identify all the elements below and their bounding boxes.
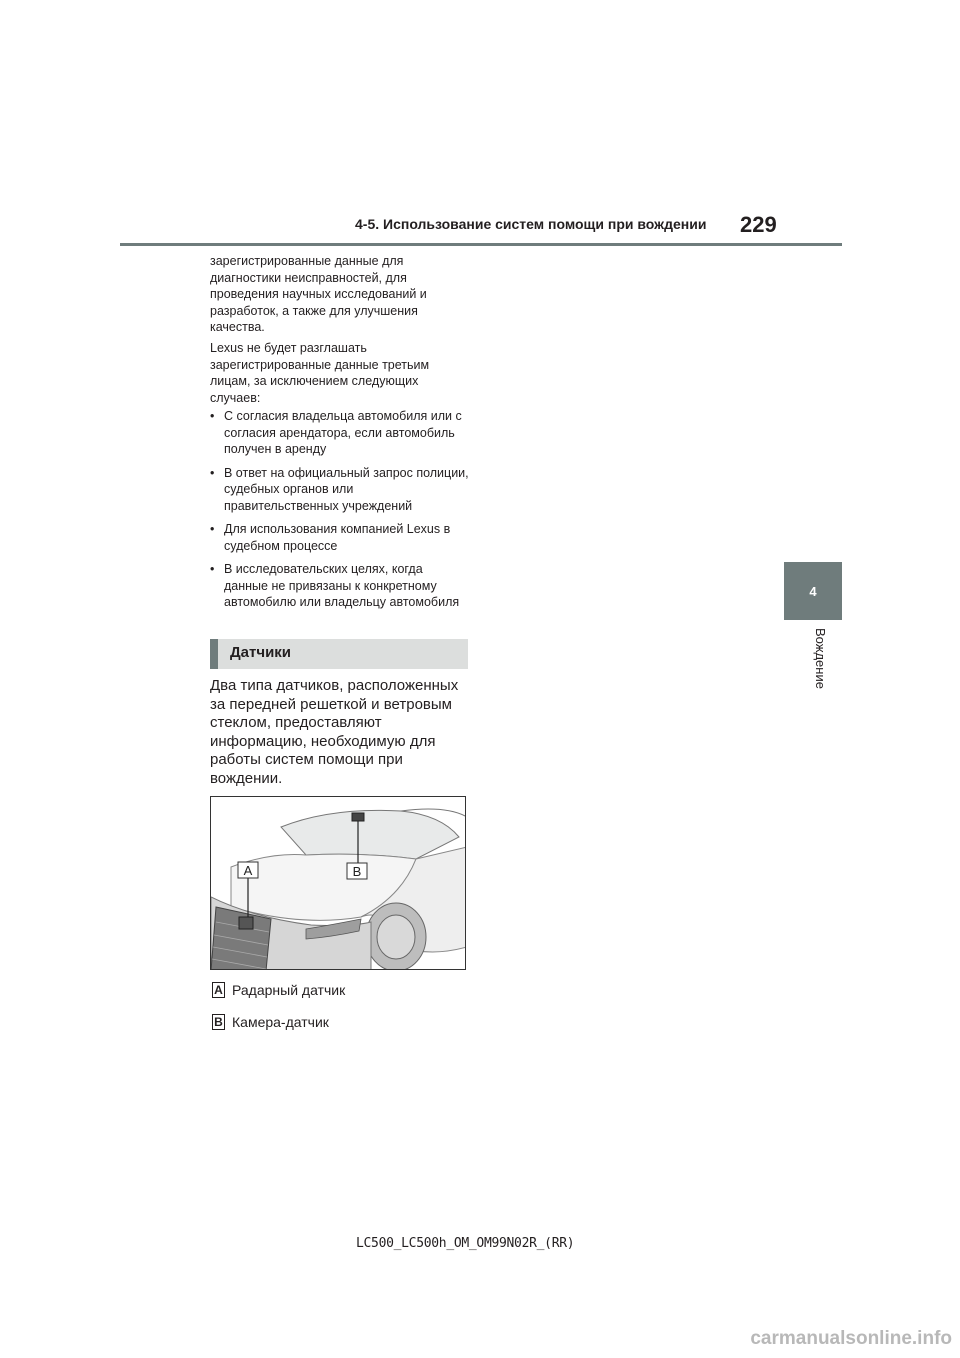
- watermark: carmanualsonline.info: [750, 1328, 952, 1349]
- chapter-label: Вождение: [813, 628, 828, 689]
- bullet-symbol: •: [210, 562, 215, 576]
- section-heading-bar: [210, 639, 468, 669]
- bullet-symbol: •: [210, 409, 215, 423]
- car-drawing: [211, 797, 466, 970]
- section-heading: Датчики: [230, 644, 292, 661]
- bullet-symbol: •: [210, 465, 215, 480]
- bullet-symbol: •: [210, 522, 215, 536]
- lead-paragraph: Два типа датчиков, расположенных за передней решеткой и ветровым стеклом, предоставляют информацию, необходимую для работы систем помощи при вождении.: [210, 677, 459, 787]
- chapter-tab: [784, 562, 842, 620]
- list-item: [210, 521, 470, 554]
- paragraph: Lexus не будет разглашать зарегистрированные данные третьим лицам, за исключением следующих случаев:: [210, 341, 430, 405]
- list-item-text: С согласия владельца автомобиля или с согласия арендатора, если автомобиль получен в аренду: [224, 409, 462, 456]
- legend-text: Радарный датчик: [232, 982, 346, 998]
- header-divider: [120, 243, 842, 246]
- list-item: [210, 465, 470, 515]
- paragraph: зарегистрированные данные для диагностики неисправностей, для проведения научных исследований и разработок, а также для улучшения качества.: [210, 254, 427, 334]
- legend-text: Камера-датчик: [232, 1014, 329, 1030]
- list-item: [210, 408, 470, 458]
- callout-marker-a: A: [212, 982, 225, 998]
- section-title: 4-5. Использование систем помощи при вождении: [355, 216, 707, 232]
- document-footer: LC500_LC500h_OM_OM99N02R_(RR): [356, 1236, 575, 1251]
- list-item-text: В исследовательских целях, когда данные не привязаны к конкретному автомобилю или владельцу автомобиля: [224, 562, 460, 609]
- page-number: 229: [740, 212, 777, 237]
- legend-item: [212, 982, 345, 998]
- list-item-text: Для использования компанией Lexus в судебном процессе: [224, 522, 451, 553]
- callout-marker-b: B: [212, 1014, 225, 1030]
- legend-item: [212, 1014, 329, 1030]
- bullet-list: [210, 408, 470, 618]
- chapter-number: 4: [809, 583, 817, 599]
- list-item-text: В ответ на официальный запрос полиции, судебных органов или правительственных учреждений: [224, 465, 469, 513]
- callout-a-label: A: [243, 863, 253, 878]
- car-sensor-illustration: [210, 796, 466, 970]
- list-item: [210, 561, 470, 611]
- callout-b-label: B: [352, 864, 362, 879]
